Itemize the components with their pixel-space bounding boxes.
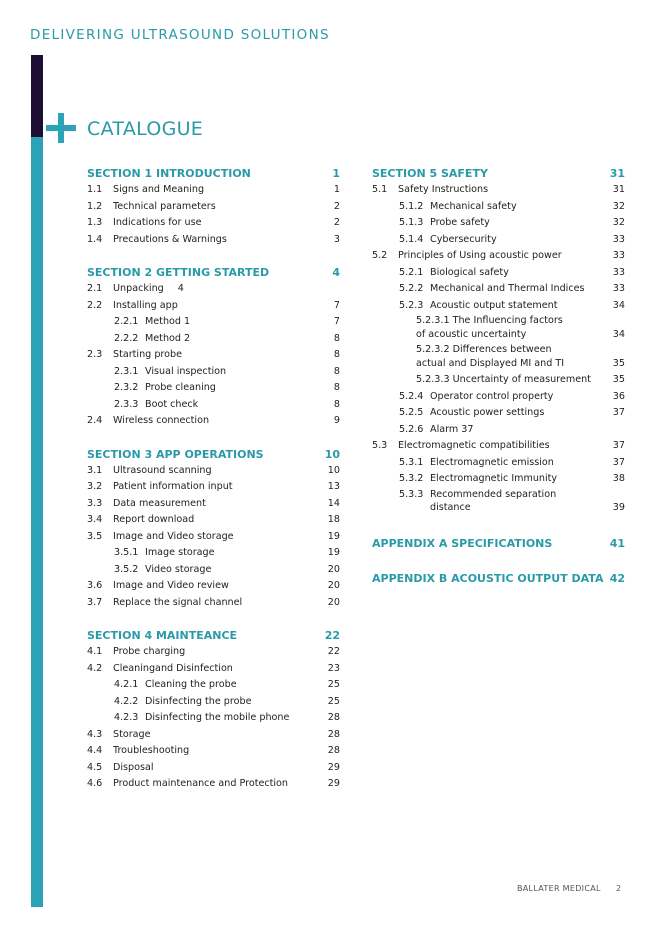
toc-entry[interactable] <box>87 545 340 562</box>
entry-label: Image and Video storage <box>113 530 234 542</box>
entry-label: Signs and Meaning <box>113 184 205 195</box>
entry-label: Method 1 <box>145 316 191 327</box>
entry-page: 13 <box>327 481 340 492</box>
entry-label-line2: actual and Displayed MI and TI <box>416 357 565 369</box>
toc-entry[interactable] <box>87 694 340 711</box>
entry-page: 1 <box>333 184 340 195</box>
toc-entry[interactable] <box>372 422 625 439</box>
entry-page: 10 <box>327 464 340 476</box>
toc-entry[interactable] <box>87 760 340 777</box>
toc-entry[interactable] <box>87 595 340 612</box>
toc-entry[interactable] <box>87 710 340 727</box>
entry-page: 39 <box>612 502 625 513</box>
entry-page: 3 <box>333 233 340 245</box>
entry-page: 35 <box>612 357 625 369</box>
entry-page: 33 <box>612 250 625 261</box>
entry-page: 2 <box>333 200 340 212</box>
toc-entry[interactable] <box>87 529 340 546</box>
entry-number: 1.4 <box>87 233 103 245</box>
footer-page-number: 2 <box>616 884 622 893</box>
section-page: 22 <box>324 629 340 642</box>
toc-section-heading[interactable] <box>372 165 625 182</box>
toc-entry[interactable] <box>372 488 625 517</box>
entry-number: 5.1.4 <box>399 233 424 245</box>
entry-label: Disinfecting the probe <box>145 695 252 707</box>
entry-page: 20 <box>327 596 340 608</box>
entry-label: Biological safety <box>430 266 509 278</box>
entry-label: Video storage <box>145 563 212 575</box>
entry-label: Unpacking <box>113 283 164 294</box>
toc-entry[interactable] <box>87 677 340 694</box>
entry-number: 5.2.2 <box>399 283 424 294</box>
toc-entry[interactable] <box>87 215 340 232</box>
plus-icon <box>46 113 76 143</box>
entry-label: Patient information input <box>113 481 233 492</box>
section-title: SECTION 1 INTRODUCTION <box>87 167 251 180</box>
toc-section-heading[interactable] <box>87 627 340 644</box>
entry-label: Image and Video review <box>113 580 229 591</box>
section-page: 4 <box>332 266 340 279</box>
section-title: SECTION 3 APP OPERATIONS <box>87 447 264 461</box>
entry-number: 3.3 <box>87 497 103 509</box>
entry-number: 4.2.1 <box>114 679 139 690</box>
entry-page: 28 <box>327 712 340 723</box>
entry-label: Mechanical safety <box>430 200 517 212</box>
toc-entry[interactable] <box>87 776 340 793</box>
entry-page: 19 <box>327 547 340 558</box>
entry-label: Acoustic output statement <box>430 299 558 311</box>
toc-section-heading[interactable] <box>87 446 340 463</box>
entry-label: Electromagnetic Immunity <box>430 473 558 484</box>
entry-page: 18 <box>327 514 340 525</box>
entry-label: Image storage <box>145 547 215 558</box>
entry-number: 3.6 <box>87 580 103 591</box>
section-title: SECTION 2 GETTING STARTED <box>87 266 270 279</box>
entry-page: 37 <box>612 407 625 418</box>
entry-page: 8 <box>333 349 340 360</box>
entry-number: 4.3 <box>87 728 103 740</box>
entry-number: 5.1.2 <box>399 200 424 212</box>
entry-page: 8 <box>333 365 340 377</box>
entry-number: 5.2.1 <box>399 266 424 278</box>
entry-page: 20 <box>327 563 340 575</box>
entry-label: Visual inspection <box>145 365 227 377</box>
section-page: 1 <box>332 167 340 180</box>
entry-page: 37 <box>612 456 625 468</box>
entry-number: 2.3.2 <box>114 382 139 393</box>
section-title: SECTION 4 MAINTEANCE <box>87 629 238 642</box>
toc-entry[interactable] <box>372 405 625 422</box>
entry-label: Disposal <box>113 761 154 773</box>
toc-entry[interactable] <box>372 343 625 372</box>
entry-page: 36 <box>612 390 625 402</box>
toc-entry[interactable] <box>372 298 625 315</box>
entry-number: 3.5.2 <box>114 563 139 575</box>
entry-label: Starting probe <box>113 349 183 360</box>
entry-number: 5.2.3 <box>399 299 424 311</box>
entry-page: 7 <box>333 316 340 327</box>
entry-page: 8 <box>333 398 340 410</box>
entry-page: 38 <box>612 473 625 484</box>
entry-number: 5.2.4 <box>399 390 424 402</box>
toc-entry[interactable] <box>372 232 625 249</box>
toc-entry[interactable] <box>87 314 340 331</box>
toc-entry[interactable] <box>372 265 625 282</box>
entry-label: Ultrasound scanning <box>113 464 212 476</box>
entry-page: 33 <box>612 266 625 278</box>
entry-number: 5.3.1 <box>399 456 424 468</box>
entry-page: 19 <box>327 530 340 542</box>
entry-page: 9 <box>333 415 340 426</box>
entry-label: Operator control property <box>430 390 554 402</box>
catalogue-title: CATALOGUE <box>87 118 204 140</box>
toc-entry[interactable] <box>87 512 340 529</box>
entry-label: Cybersecurity <box>430 233 497 245</box>
entry-label: Data measurement <box>113 497 206 509</box>
toc-entry[interactable] <box>87 397 340 414</box>
entry-label: Product maintenance and Protection <box>113 778 289 789</box>
entry-label: Wireless connection <box>113 415 210 426</box>
entry-label: Precautions & Warnings <box>113 233 227 245</box>
entry-number: 2.3.1 <box>114 365 139 377</box>
entry-page: 33 <box>612 233 625 245</box>
toc-entry[interactable] <box>372 199 625 216</box>
entry-number: 3.2 <box>87 481 103 492</box>
toc-appendix-heading[interactable] <box>372 570 625 587</box>
toc-entry[interactable] <box>87 347 340 364</box>
entry-number: 1.1 <box>87 184 103 195</box>
section-page: 10 <box>324 447 340 461</box>
entry-number: 5.2.5 <box>399 407 424 418</box>
entry-label-line1: 5.2.3.2 Differences between <box>416 344 552 355</box>
toc-entry[interactable] <box>372 438 625 455</box>
entry-page: 8 <box>333 382 340 393</box>
entry-label-line2: distance <box>430 502 471 513</box>
toc-entry[interactable] <box>87 298 340 315</box>
toc-entry[interactable] <box>372 182 625 199</box>
entry-label: Mechanical and Thermal Indices <box>430 283 585 294</box>
entry-label: Storage <box>113 728 151 740</box>
entry-page: 32 <box>612 217 625 228</box>
entry-label: Safety Instructions <box>398 184 489 195</box>
side-bar-accent <box>31 137 43 907</box>
entry-page: 33 <box>612 283 625 294</box>
toc-entry[interactable] <box>87 578 340 595</box>
entry-label-line1: 5.2.3.1 The Influencing factors <box>416 315 563 326</box>
entry-number: 4.4 <box>87 745 103 756</box>
toc-entry[interactable] <box>87 479 340 496</box>
entry-label: Report download <box>113 514 195 525</box>
entry-label: Troubleshooting <box>113 745 190 756</box>
entry-number: 4.6 <box>87 778 103 789</box>
entry-number: 4.5 <box>87 761 103 773</box>
entry-number: 4.1 <box>87 646 103 657</box>
entry-label-line1: Recommended separation <box>430 488 557 500</box>
header-tagline: DELIVERING ULTRASOUND SOLUTIONS <box>30 27 330 43</box>
entry-number: 3.7 <box>87 596 103 608</box>
entry-number: 2.3 <box>87 349 103 360</box>
toc-entry[interactable] <box>87 661 340 678</box>
entry-number: 5.3.2 <box>399 473 424 484</box>
toc-left-column <box>87 165 340 793</box>
entry-label: Probe safety <box>430 217 490 228</box>
entry-number: 5.1 <box>372 184 388 195</box>
entry-label: 5.2.3.3 Uncertainty of measurement <box>416 374 591 385</box>
toc-entry[interactable] <box>87 496 340 513</box>
entry-number: 4.2.3 <box>114 712 139 723</box>
entry-number: 1.3 <box>87 217 103 228</box>
entry-number: 3.5 <box>87 530 103 542</box>
entry-label: Cleaning the probe <box>145 679 237 690</box>
entry-number: 2.4 <box>87 415 103 426</box>
entry-page: 23 <box>327 662 340 674</box>
entry-page: 28 <box>327 728 340 740</box>
toc-entry[interactable] <box>87 182 340 199</box>
toc-entry[interactable] <box>372 215 625 232</box>
entry-number: 5.1.3 <box>399 217 424 228</box>
entry-label: Electromagnetic compatibilities <box>398 440 550 451</box>
entry-label: Acoustic power settings <box>430 407 545 418</box>
entry-label: Replace the signal channel <box>113 596 243 608</box>
entry-number: 1.2 <box>87 200 103 212</box>
entry-number: 5.3.3 <box>399 488 424 500</box>
entry-label-line2: of acoustic uncertainty <box>416 328 527 340</box>
toc-entry[interactable] <box>87 727 340 744</box>
toc-entry[interactable] <box>87 463 340 480</box>
section-title: SECTION 5 SAFETY <box>372 167 488 180</box>
entry-page: 7 <box>333 299 340 311</box>
entry-page: 2 <box>333 217 340 228</box>
entry-number: 5.2.6 <box>399 423 424 435</box>
entry-label: Indications for use <box>113 217 202 228</box>
entry-label: Boot check <box>145 398 199 410</box>
entry-label: Probe charging <box>113 646 186 657</box>
entry-label: Technical parameters <box>113 200 216 212</box>
entry-page: 22 <box>327 646 340 657</box>
toc-entry[interactable] <box>87 644 340 661</box>
toc-entry[interactable] <box>87 380 340 397</box>
entry-number: 3.4 <box>87 514 103 525</box>
side-bar-dark <box>31 55 43 137</box>
appendix-title: APPENDIX A SPECIFICATIONS <box>372 536 553 550</box>
toc-entry[interactable] <box>372 372 625 389</box>
entry-page: 25 <box>327 695 340 707</box>
entry-label: Installing app <box>113 299 178 311</box>
appendix-page: 41 <box>609 536 625 550</box>
toc-entry[interactable] <box>372 389 625 406</box>
entry-page: 28 <box>327 745 340 756</box>
entry-page: 37 <box>612 440 625 451</box>
entry-label: Alarm 37 <box>430 423 474 435</box>
entry-page: 31 <box>612 184 625 195</box>
entry-label: Disinfecting the mobile phone <box>145 712 290 723</box>
toc-entry[interactable] <box>87 232 340 249</box>
entry-page: 20 <box>327 580 340 591</box>
toc-entry[interactable] <box>87 281 340 298</box>
entry-page: 4 <box>177 283 184 294</box>
entry-label: Cleaningand Disinfection <box>113 662 233 674</box>
toc-entry[interactable] <box>87 413 340 430</box>
entry-page: 34 <box>612 299 625 311</box>
appendix-page: 42 <box>609 571 625 585</box>
toc-appendix-heading[interactable] <box>372 535 625 552</box>
toc-entry[interactable] <box>87 199 340 216</box>
entry-page: 29 <box>327 778 340 789</box>
entry-number: 2.2 <box>87 299 103 311</box>
footer-company: BALLATER MEDICAL <box>517 884 601 893</box>
entry-page: 34 <box>612 328 625 340</box>
toc-entry[interactable] <box>87 364 340 381</box>
toc-entry[interactable] <box>372 455 625 472</box>
entry-label: Principles of Using acoustic power <box>398 250 562 261</box>
entry-label: Method 2 <box>145 332 191 344</box>
entry-number: 3.5.1 <box>114 547 139 558</box>
entry-number: 2.2.1 <box>114 316 139 327</box>
toc-entry[interactable] <box>87 562 340 579</box>
entry-page: 8 <box>333 332 340 344</box>
entry-label: Electromagnetic emission <box>430 456 554 468</box>
toc-entry[interactable] <box>87 331 340 348</box>
section-page: 31 <box>609 167 625 180</box>
entry-number: 5.3 <box>372 440 388 451</box>
entry-page: 25 <box>327 679 340 690</box>
toc-entry[interactable] <box>372 281 625 298</box>
entry-number: 2.1 <box>87 283 103 294</box>
toc-entry[interactable] <box>372 248 625 265</box>
entry-number: 3.1 <box>87 464 103 476</box>
entry-number: 4.2 <box>87 662 103 674</box>
entry-page: 35 <box>612 374 625 385</box>
entry-label: Probe cleaning <box>145 382 216 393</box>
toc-right-column <box>372 165 625 587</box>
toc-section-heading[interactable] <box>87 165 340 182</box>
toc-section-heading[interactable] <box>87 264 340 281</box>
appendix-title: APPENDIX B ACOUSTIC OUTPUT DATA <box>372 571 604 585</box>
toc-entry[interactable] <box>87 743 340 760</box>
entry-page: 29 <box>327 761 340 773</box>
entry-number: 4.2.2 <box>114 695 139 707</box>
entry-number: 2.3.3 <box>114 398 139 410</box>
entry-number: 2.2.2 <box>114 332 139 344</box>
entry-page: 32 <box>612 200 625 212</box>
toc-entry[interactable] <box>372 471 625 488</box>
entry-page: 14 <box>327 497 340 509</box>
toc-entry[interactable] <box>372 314 625 343</box>
entry-number: 5.2 <box>372 250 388 261</box>
